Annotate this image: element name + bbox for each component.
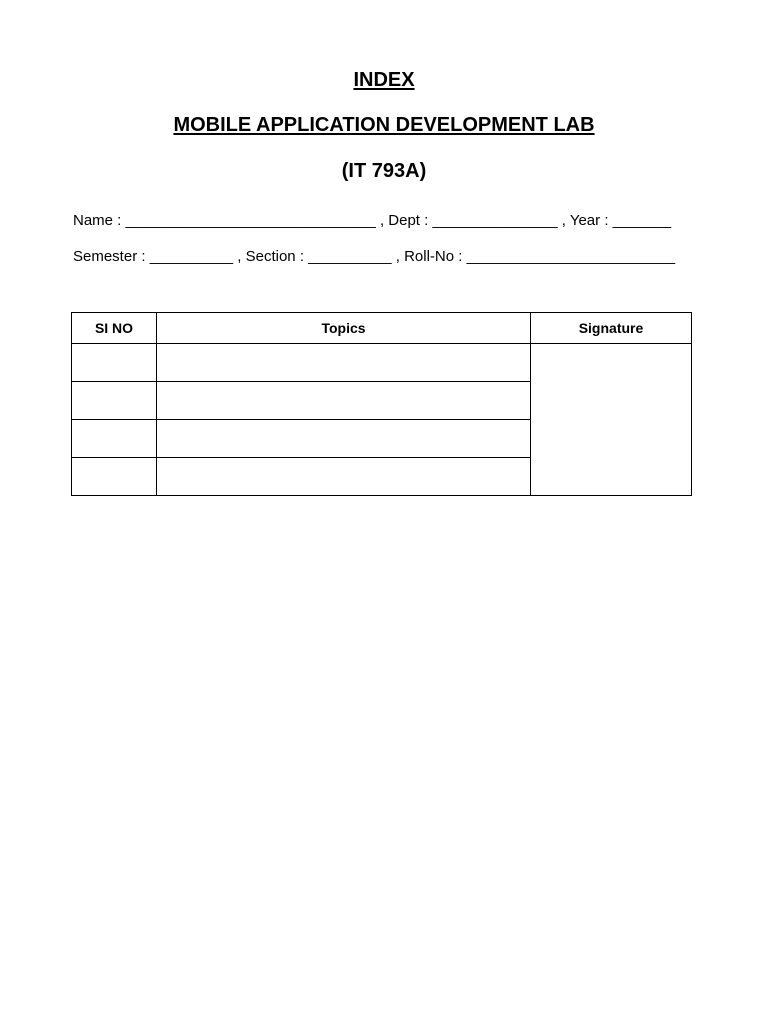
student-details-line: Name : ______________________________ , Dept : _______________ , Year : _______ (73, 212, 672, 229)
index-table (71, 312, 692, 496)
si-no-cell (72, 458, 157, 496)
table-row (72, 344, 692, 382)
lab-title: MOBILE APPLICATION DEVELOPMENT LAB (173, 114, 595, 136)
si-no-cell (72, 344, 157, 382)
column-header-si-no: SI NO (72, 313, 157, 344)
column-header-topics: Topics (157, 313, 531, 344)
si-no-cell (72, 382, 157, 420)
index-title: INDEX (353, 69, 415, 91)
table-header-row (72, 313, 692, 344)
column-header-signature: Signature (531, 313, 692, 344)
semester-details-line: Semester : __________ , Section : __________ , Roll-No : _________________________ (73, 248, 676, 265)
topic-cell (157, 458, 531, 496)
course-code: (IT 793A) (341, 160, 427, 182)
topic-cell (157, 382, 531, 420)
topic-cell (157, 344, 531, 382)
topic-cell (157, 420, 531, 458)
signature-cell (531, 344, 692, 496)
si-no-cell (72, 420, 157, 458)
